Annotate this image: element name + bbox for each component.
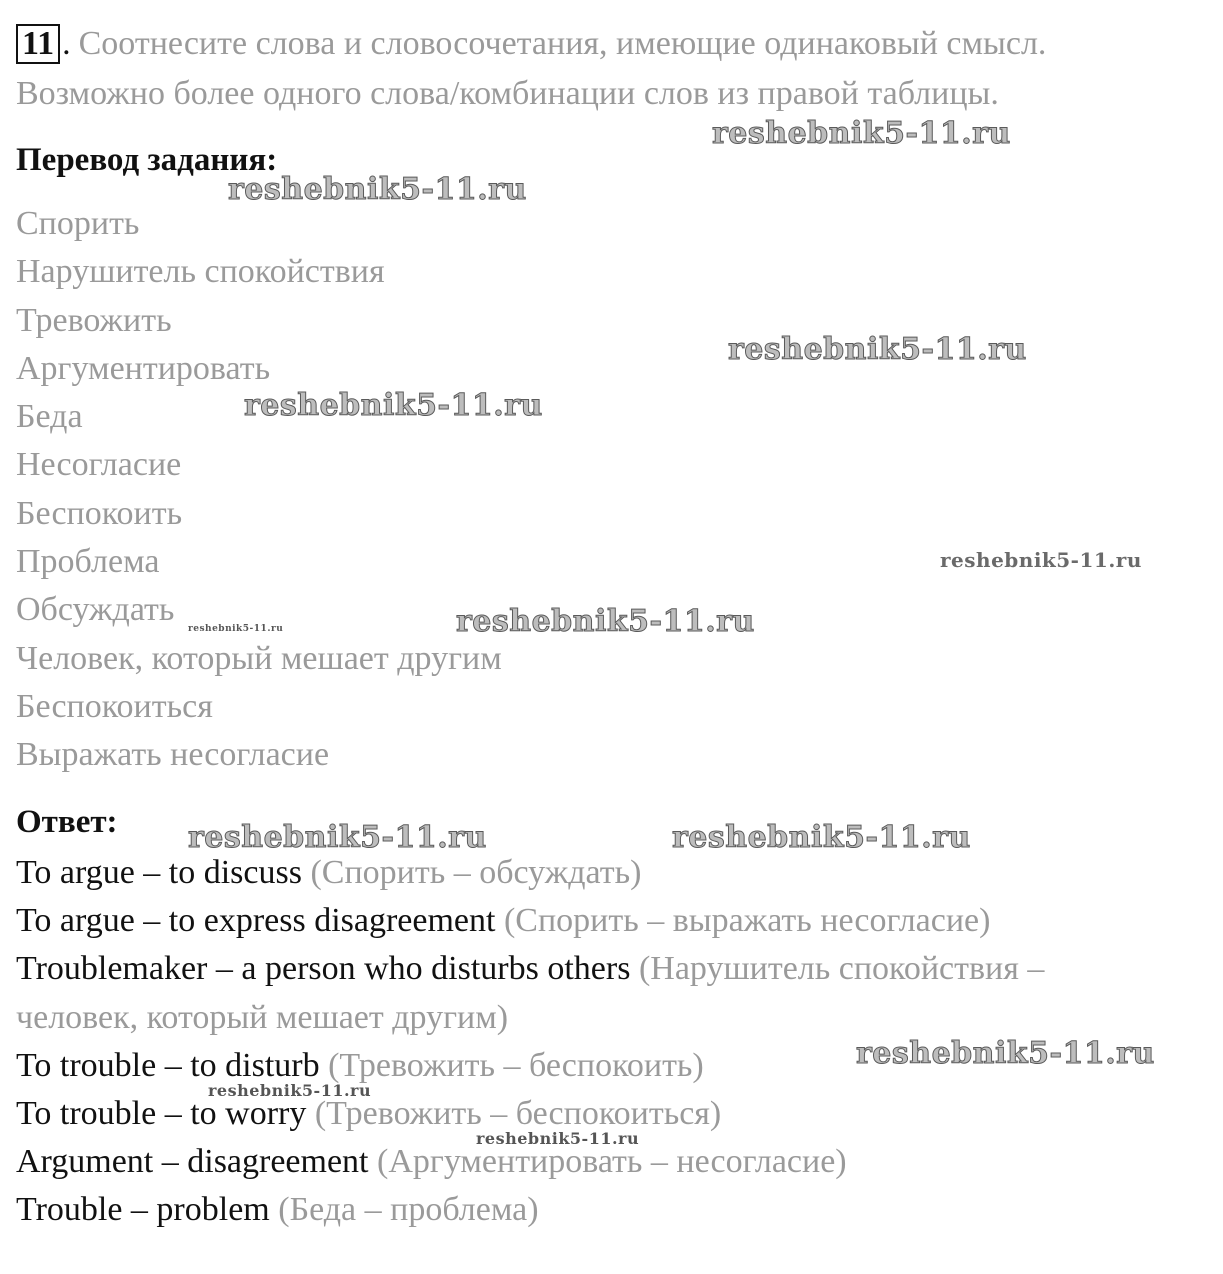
answer-line-continuation [16, 994, 508, 1042]
task-line-1 [16, 20, 1046, 68]
translation-item: Тревожить [16, 302, 172, 339]
watermark: reshebnik5-11.ru [712, 116, 1011, 151]
task-instruction-line-1: Соотнесите слова и словосочетания, имеющие одинаковый смысл. [78, 25, 1047, 62]
watermark: reshebnik5-11.ru [940, 548, 1142, 572]
watermark: reshebnik5-11.ru [208, 1081, 372, 1100]
translation-item: Спорить [16, 205, 140, 242]
watermark: reshebnik5-11.ru [856, 1036, 1155, 1071]
task-number-badge: 11 [16, 24, 60, 64]
answer-line [16, 897, 990, 945]
watermark: reshebnik5-11.ru [476, 1129, 640, 1148]
translation-heading: Перевод задания: [16, 142, 278, 178]
answer-line [16, 945, 1044, 993]
answer-russian: (Беда – проблема) [278, 1191, 539, 1228]
translation-item: Беспокоиться [16, 688, 213, 725]
task-number-dot: . [62, 25, 71, 62]
watermark: reshebnik5-11.ru [456, 604, 755, 639]
translation-item: Проблема [16, 543, 160, 580]
answer-english: Troublemaker – a person who disturbs others [16, 950, 631, 987]
translation-item: Нарушитель спокойствия [16, 253, 385, 290]
answer-russian: (Нарушитель спокойствия – [638, 950, 1045, 987]
answer-russian: (Спорить – обсуждать) [310, 854, 642, 891]
answer-russian: (Тревожить – беспокоить) [328, 1047, 704, 1084]
answer-russian: (Тревожить – беспокоиться) [314, 1095, 722, 1132]
translation-item: Беспокоить [16, 495, 183, 532]
answer-line [16, 1138, 847, 1186]
task-instruction-line-2: Возможно более одного слова/комбинации слов из правой таблицы. [16, 75, 999, 112]
watermark: reshebnik5-11.ru [672, 820, 971, 855]
watermark: reshebnik5-11.ru [188, 820, 487, 855]
answer-heading: Ответ: [16, 804, 118, 840]
translation-item: Обсуждать [16, 591, 175, 628]
answer-english: To trouble – to worry [16, 1095, 307, 1132]
translation-item: Беда [16, 398, 83, 435]
answer-english: To argue – to discuss [16, 854, 302, 891]
answer-english: To argue – to express disagreement [16, 902, 496, 939]
answer-english: To trouble – to disturb [16, 1047, 320, 1084]
answer-line [16, 849, 641, 897]
answer-russian: человек, который мешает другим) [16, 999, 509, 1036]
watermark: reshebnik5-11.ru [728, 332, 1027, 367]
translation-item: Человек, который мешает другим [16, 640, 502, 677]
answer-russian: (Аргументировать – несогласие) [377, 1143, 847, 1180]
translation-item: Выражать несогласие [16, 736, 330, 773]
watermark: reshebnik5-11.ru [228, 172, 527, 207]
answer-line [16, 1186, 539, 1234]
watermark: reshebnik5-11.ru [188, 624, 284, 634]
answer-russian: (Спорить – выражать несогласие) [503, 902, 991, 939]
watermark: reshebnik5-11.ru [244, 388, 543, 423]
translation-item: Несогласие [16, 446, 182, 483]
answer-english: Trouble – problem [16, 1191, 270, 1228]
translation-item: Аргументировать [16, 350, 271, 387]
answer-english: Argument – disagreement [16, 1143, 369, 1180]
